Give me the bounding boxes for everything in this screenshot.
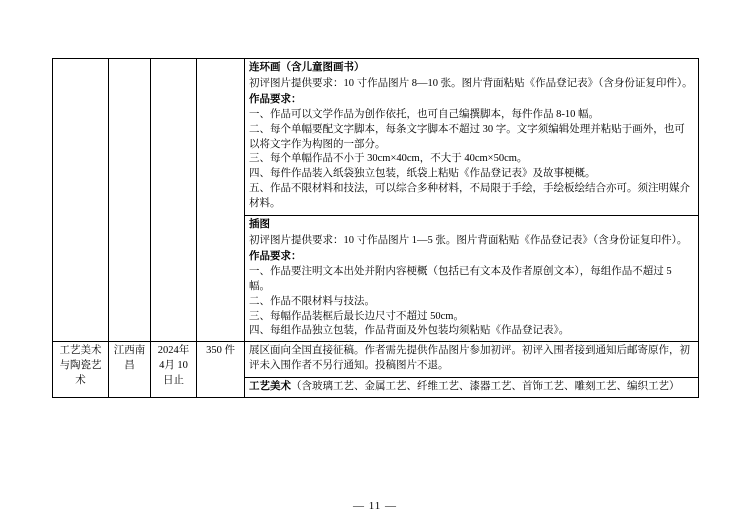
section-line xyxy=(249,380,694,395)
requirements-label: 作品要求： xyxy=(249,250,302,262)
section-lianhuanhua xyxy=(249,61,694,212)
requirement-item: 五、作品不限材料和技法，可以综合多种材料，不局限于手绘，手绘板绘结合亦可。须注明媒介材料。 xyxy=(249,183,690,210)
section-intro-text: （含玻璃工艺、金属工艺、纤维工艺、漆器工艺、首饰工艺、雕刻工艺、编织工艺） xyxy=(291,381,680,393)
cell-category-continued xyxy=(53,59,109,342)
table-row xyxy=(53,342,699,398)
cell-location-nanchang: 江西南昌 xyxy=(109,342,151,398)
submission-requirements-table xyxy=(52,58,699,398)
cell-category-craft-art: 工艺美术与陶瓷艺术 xyxy=(53,342,109,398)
cell-deadline-date: 2024年 4月 10 日止 xyxy=(151,342,197,398)
section-intro xyxy=(249,77,694,92)
page-number: — 11 — xyxy=(352,500,398,512)
cell-quantity-350: 350 件 xyxy=(197,342,245,398)
cell-requirements-continued xyxy=(245,59,699,342)
requirement-item: 二、每个单幅要配文字脚本，每条文字脚本不超过 30 字。文字须编辑处理并粘贴于画外，也可以将文字作为构图的一部分。 xyxy=(249,123,685,150)
requirement-item: 一、作品要注明文本出处并附内容梗概（包括已有文本及作者原创文本），每组作品不超过 5 幅。 xyxy=(249,265,672,292)
requirement-item: 四、每件作品装入纸袋独立包装，纸袋上粘贴《作品登记表》及故事梗概。 xyxy=(249,168,596,180)
section-illustration xyxy=(245,215,698,339)
cell-requirements-craft-art xyxy=(245,342,699,398)
cell-quantity-continued xyxy=(197,59,245,342)
section-craft-art xyxy=(245,377,698,395)
requirement-item: 四、每组作品独立包装，作品背面及外包装均须粘贴《作品登记表》。 xyxy=(249,325,570,337)
section-title: 插图 xyxy=(249,219,270,231)
intro-label: 初评图片提供要求： xyxy=(249,234,344,246)
intro-text: 10 寸作品图片 1—5 张。图片背面粘贴《作品登记表》（含身份证复印件）。 xyxy=(343,234,688,246)
section-title: 连环画（含儿童图画书） xyxy=(249,62,365,73)
section-intro xyxy=(249,234,694,249)
requirement-item: 一、作品可以文学作品为创作依托，也可自己编撰脚本，每件作品 8-10 幅。 xyxy=(249,108,599,120)
section-title: 工艺美术 xyxy=(249,381,291,393)
cell-deadline-continued xyxy=(151,59,197,342)
submission-note: 展区面向全国直接征稿。作者需先提供作品图片参加初评。初评入围者接到通知后邮寄原作，初评未入围作者不另行通知。投稿图片不退。 xyxy=(249,345,690,372)
requirement-item: 三、每幅作品装框后最长边尺寸不超过 50cm。 xyxy=(249,310,464,322)
cell-location-continued xyxy=(109,59,151,342)
intro-text: 10 寸作品图片 8—10 张。图片背面粘贴《作品登记表》（含身份证复印件）。 xyxy=(343,77,693,89)
requirement-item: 二、作品不限材料与技法。 xyxy=(249,295,375,307)
requirement-item: 三、每个单幅作品不小于 30cm×40cm，不大于 40cm×50cm。 xyxy=(249,153,528,165)
table-row xyxy=(53,59,699,342)
requirements-label: 作品要求： xyxy=(249,93,302,105)
intro-label: 初评图片提供要求： xyxy=(249,77,344,89)
